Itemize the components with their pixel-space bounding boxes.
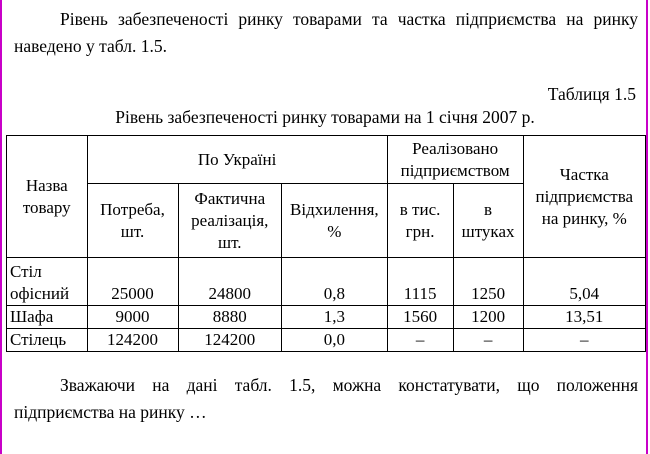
table-row (7, 306, 646, 329)
row-actual: 124200 (178, 329, 282, 352)
row-need: 9000 (87, 306, 178, 329)
table-number: Таблиця 1.5 (547, 84, 636, 104)
row-actual: 24800 (178, 258, 282, 306)
row-deviation: 1,3 (282, 306, 388, 329)
row-deviation: 0,8 (282, 258, 388, 306)
row-share: 5,04 (523, 258, 645, 306)
row-name: Стіл офісний (7, 258, 88, 306)
row-pieces: 1250 (453, 258, 523, 306)
header-actual: Фактична реалізація, шт. (178, 184, 282, 258)
row-share: – (523, 329, 645, 352)
row-deviation: 0,0 (282, 329, 388, 352)
header-name: Назва товару (7, 136, 88, 258)
row-pieces: 1200 (453, 306, 523, 329)
market-table (6, 135, 646, 352)
row-uah: 1560 (387, 306, 453, 329)
header-deviation: Відхилення, % (282, 184, 388, 258)
row-need: 25000 (87, 258, 178, 306)
header-thousand-uah: в тис. грн. (387, 184, 453, 258)
row-pieces: – (453, 329, 523, 352)
table-caption: Рівень забезпеченості ринку товарами на 1 січня 2007 р. (115, 107, 535, 127)
header-pieces: в штуках (453, 184, 523, 258)
row-need: 124200 (87, 329, 178, 352)
table-row (7, 258, 646, 306)
header-share: Частка підприємства на ринку, % (523, 136, 645, 258)
header-ukraine: По Україні (87, 136, 387, 184)
header-need: Потреба, шт. (87, 184, 178, 258)
header-sold: Реалізовано підприємством (387, 136, 523, 184)
conclusion-paragraph: Зважаючи на дані табл. 1.5, можна констатувати, що положення підприємства на ринку … (14, 375, 638, 422)
intro-paragraph: Рівень забезпеченості ринку товарами та частка підприємства на ринку наведено у табл. 1.5. (14, 9, 638, 56)
row-name: Шафа (7, 306, 88, 329)
table-row (7, 329, 646, 352)
row-actual: 8880 (178, 306, 282, 329)
row-uah: – (387, 329, 453, 352)
row-share: 13,51 (523, 306, 645, 329)
row-name: Стілець (7, 329, 88, 352)
row-uah: 1115 (387, 258, 453, 306)
